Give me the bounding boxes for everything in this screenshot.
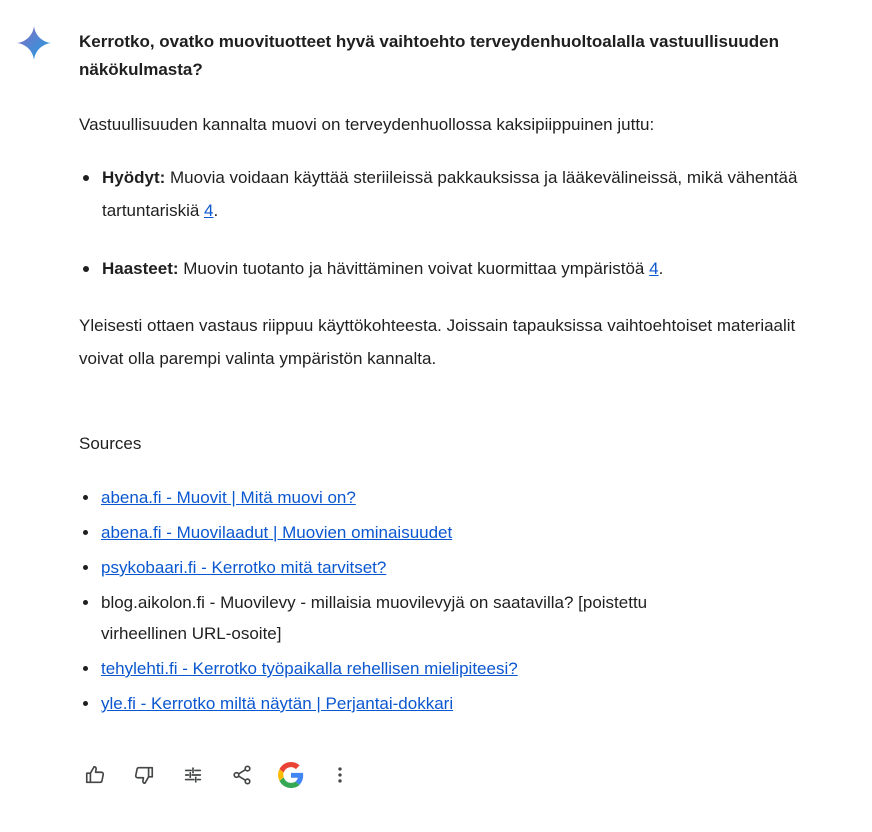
point-label: Hyödyt: [102,168,166,187]
point-text: Muovin tuotanto ja hävittäminen voivat kuormittaa ympäristöä [178,259,650,278]
sources-list [79,482,699,723]
point-text: Muovia voidaan käyttää steriileissä pakkauksissa ja lääkevälineissä, mikä vähentää tartuntariskiä [102,168,798,220]
citation-link[interactable]: 4 [204,201,214,220]
point-label: Haasteet: [102,259,179,278]
citation-link[interactable]: 4 [649,259,659,278]
source-item [79,587,699,649]
tune-icon[interactable] [176,758,210,792]
more-vert-icon[interactable] [323,758,357,792]
source-link[interactable]: yle.fi - Kerrotko miltä näytän | Perjantai-dokkari [101,694,454,713]
source-link[interactable]: abena.fi - Muovit | Mitä muovi on? [101,488,356,507]
points-list [79,161,839,227]
source-item [79,653,699,684]
source-item [79,482,699,513]
source-link[interactable]: psykobaari.fi - Kerrotko mitä tarvitset? [101,558,387,577]
response-toolbar [78,758,372,792]
source-item [79,517,699,548]
conclusion-text: Yleisesti ottaen vastaus riippuu käyttökohteesta. Joissain tapauksissa vaihtoehtoiset materiaalit voivat olla parempi valinta ympäristön kannalta. [79,316,796,368]
thumbs-down-icon[interactable] [127,758,161,792]
source-item [79,688,699,719]
sources-heading: Sources [79,434,142,453]
source-item [79,552,699,583]
thumbs-up-icon[interactable] [78,758,112,792]
user-question: Kerrotko, ovatko muovituotteet hyvä vaihtoehto terveydenhuoltoalalla vastuullisuuden näkökulmasta? [79,32,779,79]
list-item: Hyödyt: Muovia voidaan käyttää steriileissä pakkauksissa ja lääkevälineissä, mikä vähentää tartuntariskiä 4. [79,161,839,227]
intro-text: Vastuullisuuden kannalta muovi on terveydenhuollossa kaksipiippuinen juttu: [79,115,655,134]
points-list [79,252,839,285]
list-item: Haasteet: Muovin tuotanto ja hävittäminen voivat kuormittaa ympäristöä 4. [79,252,839,285]
google-icon[interactable] [274,758,308,792]
source-link[interactable]: abena.fi - Muovilaadut | Muovien ominaisuudet [101,523,453,542]
share-icon[interactable] [225,758,259,792]
source-link[interactable]: tehylehti.fi - Kerrotko työpaikalla rehellisen mielipiteesi? [101,659,518,678]
source-text: blog.aikolon.fi - Muovilevy - millaisia muovilevyjä on saatavilla? [poistettu virheellinen URL-osoite] [101,593,648,643]
gemini-spark-icon [16,25,52,61]
